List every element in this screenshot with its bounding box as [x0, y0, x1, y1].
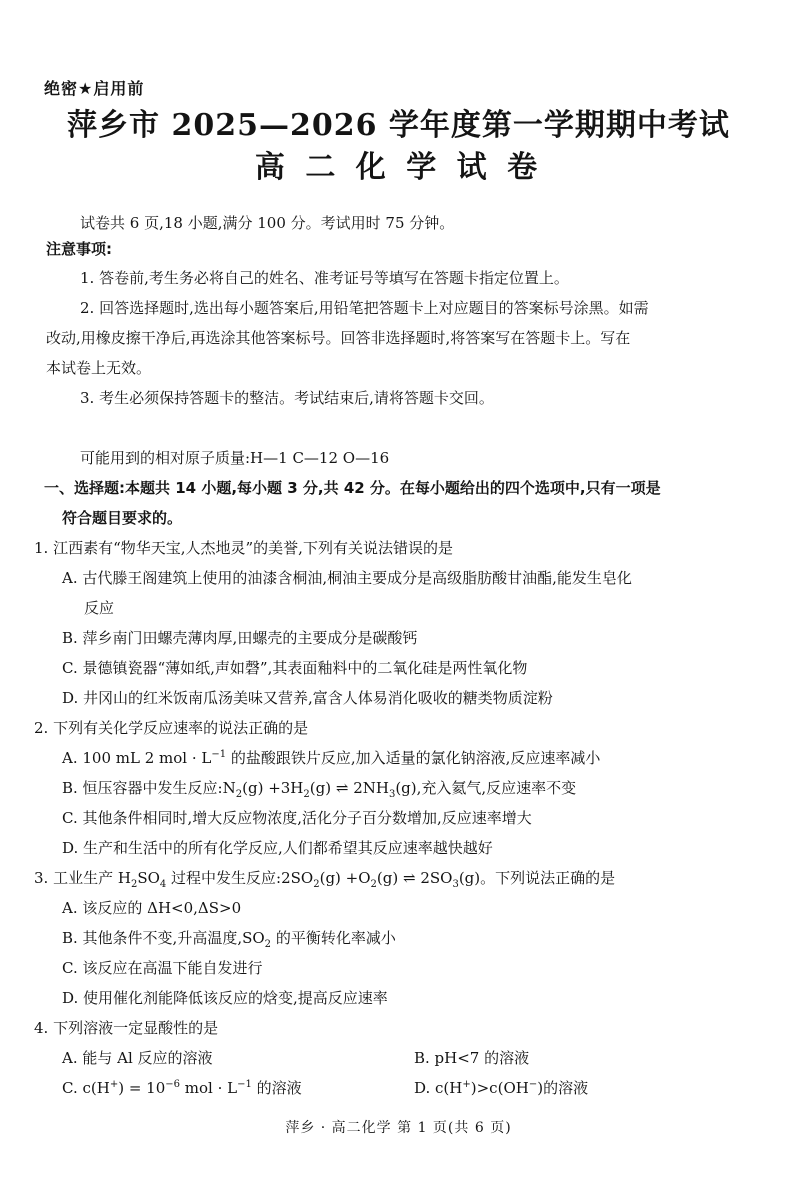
q1-option-c: C. 景德镇瓷器“薄如纸,声如磬”,其表面釉料中的二氧化硅是两性氧化物 — [62, 659, 528, 677]
exam-subtitle: 高 二 化 学 试 卷 — [254, 150, 543, 185]
q4-option-d: D. c(H+)>c(OH−)的溶液 — [414, 1079, 589, 1097]
q1-option-a-cont: 反应 — [84, 599, 115, 617]
q2-option-d: D. 生产和生活中的所有化学反应,人们都希望其反应速率越快越好 — [62, 839, 493, 857]
notes-item-3: 3. 考生必须保持答题卡的整洁。考试结束后,请将答题卡交回。 — [80, 389, 494, 407]
section1-heading: 一、选择题:本题共 14 小题,每小题 3 分,共 42 分。在每小题给出的四个选项中,只有一项是 — [44, 479, 661, 497]
q3-stem: 3. 工业生产 $H_2SO_4$ 过程中发生反应$:2SO_2(g) +O_2(g)$ ⇌ $2SO_3(g)$。下列说法正确的是 — [34, 869, 616, 890]
q2-stem: 2. 下列有关化学反应速率的说法正确的是 — [34, 719, 309, 737]
page-footer: 萍乡 · 高二化学 第 1 页(共 6 页) — [285, 1120, 512, 1136]
notes-item-2-cont: 改动,用橡皮擦干净后,再选涂其他答案标号。回答非选择题时,将答案写在答题卡上。写在 — [46, 329, 631, 347]
confidential-label: 绝密★启用前 — [44, 79, 145, 98]
q3-option-b: B. 其他条件不变,升高温度$,SO_2$ 的平衡转化率减小 — [62, 929, 396, 950]
notes-item-2-end: 本试卷上无效。 — [46, 359, 152, 377]
q2-option-c: C. 其他条件相同时,增大反应物浓度,活化分子百分数增加,反应速率增大 — [62, 809, 532, 827]
q4-stem: 4. 下列溶液一定显酸性的是 — [34, 1019, 219, 1037]
q4-row-2 — [0, 1077, 797, 1098]
q3-option-d: D. 使用催化剂能降低该反应的焓变,提高反应速率 — [62, 989, 388, 1007]
q1-option-b: B. 萍乡南门田螺壳薄肉厚,田螺壳的主要成分是碳酸钙 — [62, 629, 418, 647]
notes-item-1: 1. 答卷前,考生务必将自己的姓名、准考证号等填写在答题卡指定位置上。 — [80, 269, 569, 287]
q4-option-a: A. 能与 Al 反应的溶液 — [62, 1049, 213, 1067]
q1-option-a: A. 古代滕王阁建筑上使用的油漆含桐油,桐油主要成分是高级脂肪酸甘油酯,能发生皂化 — [62, 569, 632, 587]
q4-row-1 — [0, 1047, 797, 1068]
q3-option-a: A. 该反应的 ΔH<0,ΔS>0 — [62, 899, 242, 917]
q2-option-a: A. 100 mL 2 mol · $L^{-1}$ 的盐酸跟铁片反应,加入适量的氯化钠溶液,反应速率减小 — [62, 749, 601, 767]
notes-heading: 注意事项: — [46, 240, 112, 258]
q3-option-c: C. 该反应在高温下能自发进行 — [62, 959, 263, 977]
q1-stem: 1. 江西素有“物华天宝,人杰地灵”的美誉,下列有关说法错误的是 — [34, 539, 453, 557]
exam-intro: 试卷共 6 页,18 小题,满分 100 分。考试用时 75 分钟。 — [80, 214, 455, 232]
q4-option-c: C. $c(H^+) = 10^{-6}$ mol · $L^{-1}$ 的溶液 — [62, 1079, 302, 1097]
q4-option-b: B. pH<7 的溶液 — [414, 1049, 530, 1067]
exam-title: 萍乡市 2025—2026 学年度第一学期期中考试 — [67, 108, 730, 143]
q2-option-b: B. 恒压容器中发生反应$:N_2(g) +3H_2(g)$ ⇌ $2NH_3(g)$,充入氦气,反应速率不变 — [62, 779, 577, 800]
q1-option-d: D. 井冈山的红米饭南瓜汤美味又营养,富含人体易消化吸收的糖类物质淀粉 — [62, 689, 553, 707]
atomic-mass-line: 可能用到的相对原子质量:H—1 C—12 O—16 — [80, 449, 390, 467]
section1-heading-cont: 符合题目要求的。 — [62, 509, 183, 527]
notes-item-2: 2. 回答选择题时,选出每小题答案后,用铅笔把答题卡上对应题目的答案标号涂黑。如需 — [80, 299, 649, 317]
